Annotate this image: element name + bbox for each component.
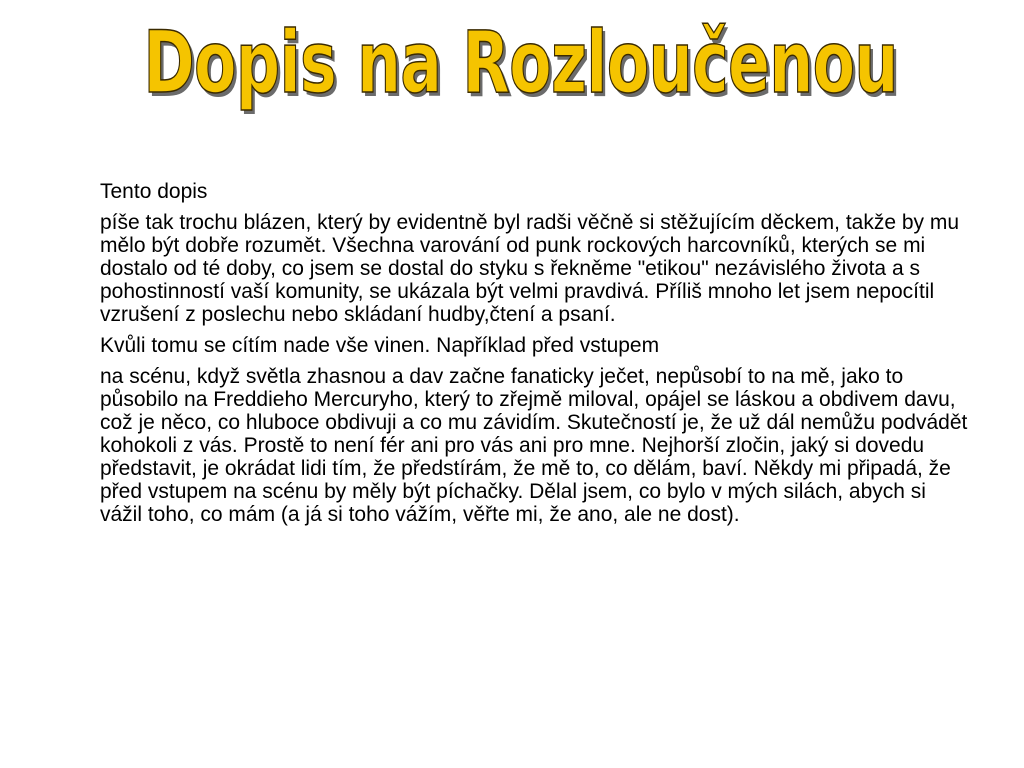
slide-title: Dopis na Rozloučenou bbox=[143, 13, 898, 113]
paragraph-3: na scénu, když světla zhasnou a dav začne fanaticky ječet, nepůsobí to na mě, jako to působilo na Freddieho Mercuryho, který to zřejmě miloval, opájel se láskou a obdivem davu, což je něco, co hluboce obdivuji a co mu závidím. Skutečností je, že už dál nemůžu podvádět kohokoli z vás. Prostě to není fér ani pro vás ani pro mne. Nejhorší zločin, jaký si dovedu představit, je okrádat lidi tím, že předstírám, že mě to, co dělám, baví. Někdy mi připadá, že před vstupem na scénu by měly být píchačky. Dělal jsem, co bylo v mých silách, abych si vážil toho, co mám (a já si toho vážím, věřte mi, že ano, ale ne dost). bbox=[100, 365, 968, 526]
paragraph-2: Kvůli tomu se cítím nade vše vinen. Například před vstupem bbox=[100, 334, 660, 357]
paragraph-intro: Tento dopis bbox=[100, 180, 208, 203]
letter-body bbox=[100, 180, 970, 534]
paragraph-1: píše tak trochu blázen, který by evidentně byl radši věčně si stěžujícím děckem, takže by mu mělo být dobře rozumět. Všechna varování od punk rockových harcovníků, kterých se mi dostalo od té doby, co jsem se dostal do styku s řekněme "etikou" nezávislého života a s pohostinností vaší komunity, se ukázala být velmi pravdivá. Příliš mnoho let jsem nepocítil vzrušení z poslechu nebo skládaní hudby,čtení a psaní. bbox=[100, 211, 960, 326]
